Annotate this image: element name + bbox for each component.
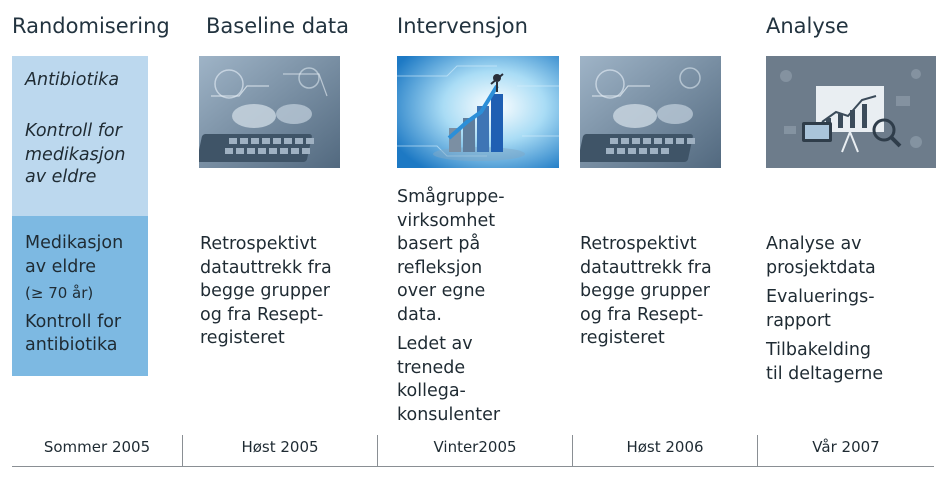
intervention-line-5: over egne: [397, 281, 486, 301]
rand-bottom-line3: (≥ 70 år): [25, 284, 94, 302]
followup-line-5: registeret: [580, 328, 665, 348]
heading-randomisering: Randomisering: [12, 14, 170, 38]
rand-top-line4: av eldre: [25, 167, 97, 187]
analysis-line-4: rapport: [766, 310, 831, 331]
intervention-line-2: virksomhet: [397, 210, 496, 231]
analysis-description: [766, 233, 883, 386]
followup-description: [580, 233, 712, 351]
timeline-period-4: Høst 2006: [626, 438, 704, 456]
intervention-line-7: Ledet av: [397, 334, 473, 354]
heading-analyse: Analyse: [766, 14, 849, 38]
intervention-line-3: basert på: [397, 234, 481, 254]
followup-line-1: Retrospektivt: [580, 234, 697, 254]
baseline-line-2: datauttrekk fra: [200, 257, 332, 278]
heading-baseline: Baseline data: [206, 14, 350, 38]
intervention-line-8: trenede: [397, 357, 466, 378]
analysis-line-5: Tilbakelding: [766, 340, 872, 360]
timeline-period-3: Vinter2005: [433, 438, 517, 456]
growth-chart-trophy-icon: [397, 56, 559, 168]
rand-bottom-line5: antibiotika: [25, 335, 118, 355]
keyboard-data-photo-icon-2: [580, 56, 721, 168]
timeline-period-5: Vår 2007: [812, 438, 880, 456]
rand-bottom-line1: Medikasjon: [25, 233, 124, 253]
baseline-description: [200, 233, 332, 351]
intervention-paragraph-b: [397, 333, 505, 427]
followup-line-4: og fra Resept-: [580, 304, 704, 325]
intervention-line-10: konsulenter: [397, 404, 501, 425]
analysis-line-1: Analyse av: [766, 234, 862, 254]
rand-top-line3: medikasjon: [25, 145, 126, 165]
followup-line-2: datauttrekk fra: [580, 257, 712, 278]
analysis-line-2: prosjektdata: [766, 257, 876, 278]
baseline-line-3: begge grupper: [200, 281, 330, 301]
heading-intervensjon: Intervensjon: [397, 14, 528, 38]
randomization-intervention-box: [12, 216, 148, 376]
intervention-line-6: data.: [397, 304, 442, 325]
intervention-line-4: refleksjon: [397, 257, 483, 278]
baseline-line-4: og fra Resept-: [200, 304, 324, 325]
followup-line-3: begge grupper: [580, 281, 710, 301]
baseline-line-1: Retrospektivt: [200, 234, 317, 254]
intervention-description: [397, 186, 505, 427]
intervention-paragraph-a: [397, 186, 505, 327]
timeline-period-2: Høst 2005: [241, 438, 319, 456]
rand-bottom-line4: Kontroll for: [25, 312, 122, 332]
rand-top-line2: Kontroll for: [25, 121, 122, 141]
randomization-control-box: [12, 56, 148, 216]
presentation-analytics-icon: [766, 56, 936, 168]
analysis-line-6: til deltagerne: [766, 363, 884, 384]
intervention-line-9: kollega-: [397, 381, 466, 401]
intervention-line-1: Smågruppe-: [397, 187, 505, 207]
analysis-line-3: Evaluerings-: [766, 287, 875, 307]
rand-bottom-line2: av eldre: [25, 257, 96, 277]
timeline-axis: [12, 466, 934, 467]
rand-top-line1: Antibiotika: [25, 70, 120, 90]
analysis-paragraph-c: [766, 339, 883, 386]
analysis-paragraph-a: [766, 233, 883, 280]
timeline-period-1: Sommer 2005: [43, 438, 151, 456]
baseline-line-5: registeret: [200, 328, 285, 348]
keyboard-data-photo-icon: [199, 56, 340, 168]
analysis-paragraph-b: [766, 286, 883, 333]
